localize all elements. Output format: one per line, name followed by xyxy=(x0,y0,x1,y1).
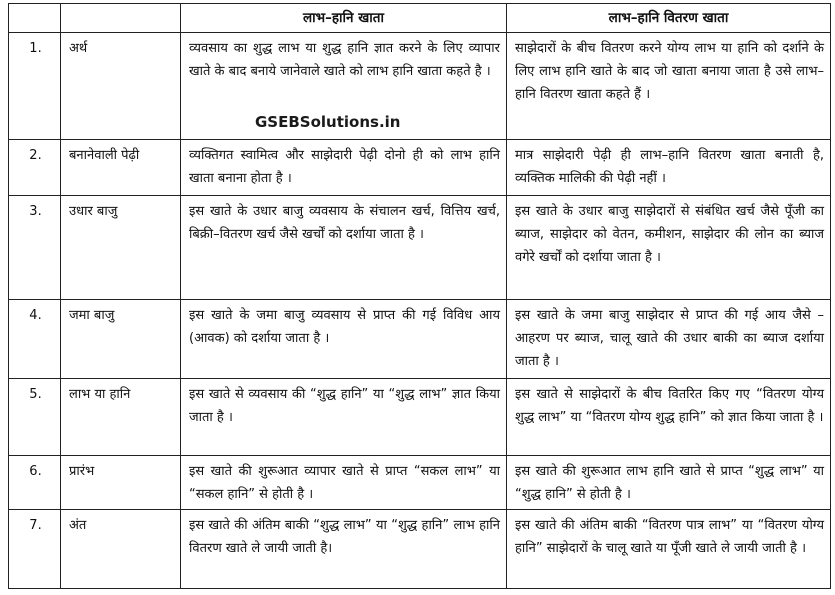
profit-loss-cell: व्यक्तिगत स्वामित्व और साझेदारी पेढ़ी दोनो ही को लाभ हानि खाता बनाना होता है । xyxy=(181,140,507,196)
row-number: 2. xyxy=(9,140,61,196)
table-row xyxy=(9,456,831,510)
profit-loss-cell: इस खाते के जमा बाजु व्यवसाय से प्राप्त की गई विविध आय (आवक) को दर्शाया जाता है । xyxy=(181,300,507,379)
profit-loss-cell: व्यवसाय का शुद्ध लाभ या शुद्ध हानि ज्ञात करने के लिए व्यापार खाते के बाद बनाये जानेवाले खाते को लाभ हानि खाता कहते है । xyxy=(181,33,507,140)
appropriation-cell: मात्र साझेदारी पेढ़ी ही लाभ–हानि वितरण खाता बनाती है, व्यक्तिक मालिकी की पेढ़ी नहीं । xyxy=(507,140,831,196)
row-number: 7. xyxy=(9,510,61,589)
header-row xyxy=(9,4,831,33)
row-topic: अर्थ xyxy=(61,33,181,140)
appropriation-cell: इस खाते के जमा बाजु साझेदार से प्राप्त की गई आय जैसे – आहरण पर ब्याज, चालू खाते की उधार बाकी का ब्याज दर्शाया जाता है । xyxy=(507,300,831,379)
appropriation-cell: इस खाते के उधार बाजु साझेदारों से संबंधित खर्च जैसे पूँजी का ब्याज, साझेदार को वेतन, कमीशन, साझेदार की लोन का ब्याज वगेरे खर्चों को दर्शाया जाता है । xyxy=(507,196,831,300)
row-topic: बनानेवाली पेढ़ी xyxy=(61,140,181,196)
row-number: 4. xyxy=(9,300,61,379)
table-row xyxy=(9,196,831,300)
row-topic: प्रारंभ xyxy=(61,456,181,510)
row-number: 5. xyxy=(9,379,61,456)
header-topic xyxy=(61,4,181,33)
profit-loss-cell: इस खाते की अंतिम बाकी “शुद्ध लाभ” या “शुद्ध हानि” लाभ हानि वितरण खाते ले जायी जाती है। xyxy=(181,510,507,589)
table-row xyxy=(9,33,831,140)
site-watermark: GSEBSolutions.in xyxy=(255,113,401,131)
header-profit-loss-account: लाभ–हानि खाता xyxy=(181,4,507,33)
row-topic: अंत xyxy=(61,510,181,589)
table-row xyxy=(9,300,831,379)
profit-loss-cell: इस खाते से व्यवसाय की “शुद्ध हानि” या “शुद्ध लाभ” ज्ञात किया जाता है । xyxy=(181,379,507,456)
table-row xyxy=(9,379,831,456)
header-number xyxy=(9,4,61,33)
profit-loss-cell: इस खाते के उधार बाजु व्यवसाय के संचालन खर्च, वित्तिय खर्च, बिक्री–वितरण खर्च जैसे खर्चों को दर्शाया जाता है । xyxy=(181,196,507,300)
row-number: 1. xyxy=(9,33,61,140)
appropriation-cell: इस खाते से साझेदारों के बीच वितरित किए गए “वितरण योग्य शुद्ध लाभ” या “वितरण योग्य शुद्ध हानि” को ज्ञात किया जाता है । xyxy=(507,379,831,456)
row-topic: उधार बाजु xyxy=(61,196,181,300)
comparison-sheet xyxy=(8,3,831,589)
row-number: 6. xyxy=(9,456,61,510)
row-topic: जमा बाजु xyxy=(61,300,181,379)
appropriation-cell: इस खाते की शुरूआत लाभ हानि खाते से प्राप्त “शुद्ध लाभ” या “शुद्ध हानि” से होती है । xyxy=(507,456,831,510)
appropriation-cell: साझेदारों के बीच वितरण करने योग्य लाभ या हानि को दर्शाने के लिए लाभ हानि खाते के बाद जो खाता बनाया जाता है उसे लाभ–हानि वितरण खाता कहते हैं । xyxy=(507,33,831,140)
table-row xyxy=(9,140,831,196)
header-appropriation-account: लाभ–हानि वितरण खाता xyxy=(507,4,831,33)
row-number: 3. xyxy=(9,196,61,300)
table-row xyxy=(9,510,831,589)
comparison-table xyxy=(8,3,831,589)
row-topic: लाभ या हानि xyxy=(61,379,181,456)
profit-loss-cell: इस खाते की शुरूआत व्यापार खाते से प्राप्त “सकल लाभ” या “सकल हानि” से होती है । xyxy=(181,456,507,510)
appropriation-cell: इस खाते की अंतिम बाकी “वितरण पात्र लाभ” या “वितरण योग्य हानि” साझेदारों के चालू खाते या पूँजी खाते ले जायी जाती है । xyxy=(507,510,831,589)
